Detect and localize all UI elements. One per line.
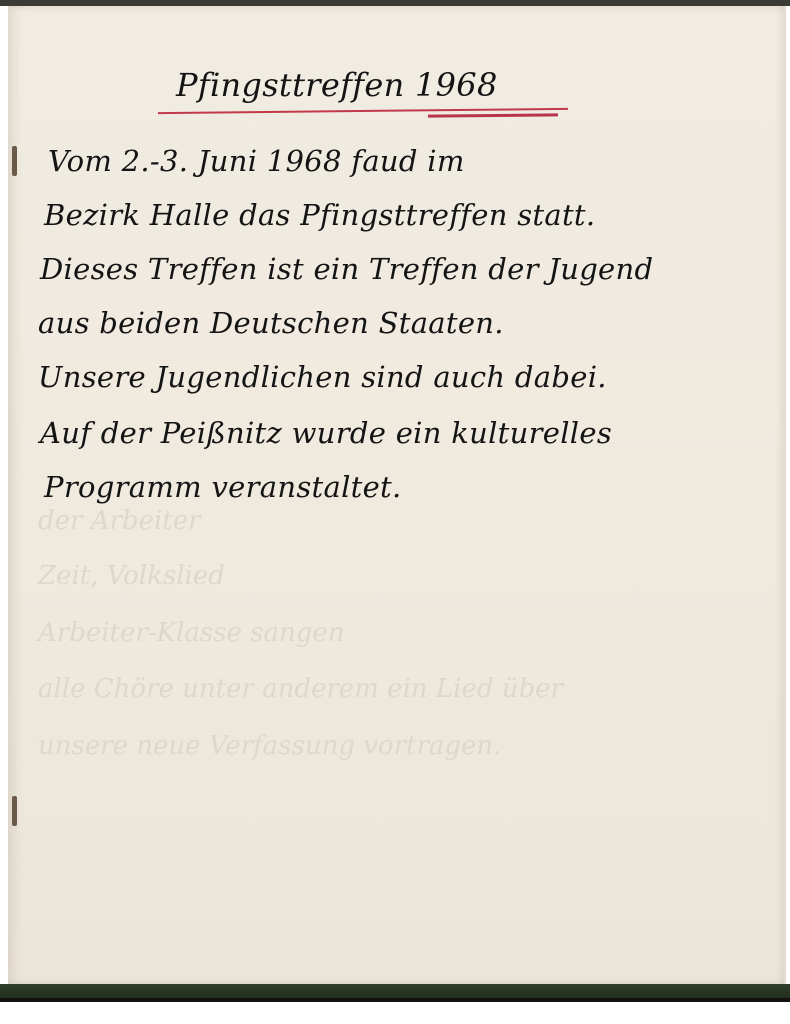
entry-line: Programm veranstaltet. — [44, 470, 402, 504]
show-through-line: der Arbeiter — [38, 506, 201, 536]
show-through-line: alle Chöre unter anderem ein Lied über — [38, 674, 563, 704]
entry-line: Unsere Jugendlichen sind auch dabei. — [38, 360, 607, 394]
entry-title: Pfingsttreffen 1968 — [176, 66, 498, 104]
binding-mark — [12, 796, 17, 826]
show-through-line: Zeit, Volkslied — [38, 561, 225, 591]
entry-line: Auf der Peißnitz wurde ein kulturelles — [40, 416, 613, 450]
binding-mark — [12, 146, 17, 176]
entry-line: Bezirk Halle das Pfingsttreffen statt. — [44, 198, 596, 232]
entry-line: Dieses Treffen ist ein Treffen der Jugend — [40, 252, 654, 286]
notebook-page — [8, 6, 786, 984]
entry-line: Vom 2.-3. Juni 1968 faud im — [48, 144, 465, 178]
show-through-line: Arbeiter-Klasse sangen — [38, 618, 345, 648]
notebook-cover-edge — [0, 984, 790, 1002]
title-underline-accent — [428, 113, 558, 117]
show-through-line: unsere neue Verfassung vortragen. — [38, 731, 502, 761]
scan-margin — [0, 1002, 790, 1024]
entry-line: aus beiden Deutschen Staaten. — [38, 306, 504, 340]
